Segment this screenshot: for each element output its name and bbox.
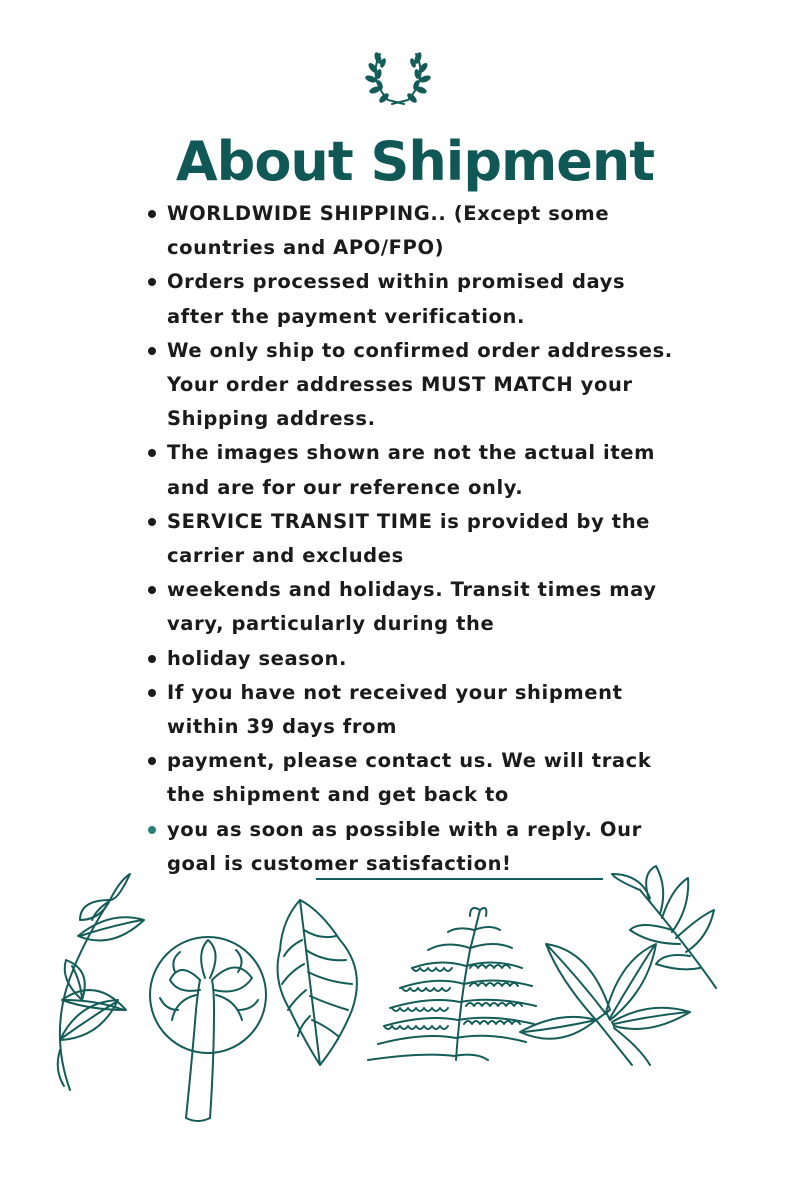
botanical-leaves-illustration: [0, 860, 800, 1140]
list-item-text: you as soon as possible with a reply. Our goal is customer satisfaction!: [167, 817, 642, 875]
list-item-text: SERVICE TRANSIT TIME is provided by the carrier and excludes: [167, 509, 651, 568]
bullet-icon: [148, 826, 156, 834]
list-item: [167, 334, 707, 437]
leafy-sprig-icon: [612, 866, 716, 988]
fern-icon: [368, 908, 536, 1060]
list-item: [167, 436, 707, 504]
palmate-leaf-icon: [520, 944, 690, 1065]
bullet-icon: [148, 278, 156, 286]
list-item-text: If you have not received your shipment within 39 days from: [167, 680, 623, 739]
oak-leaf-icon: [278, 900, 357, 1065]
round-tree-icon: [150, 937, 266, 1121]
list-item: [167, 676, 707, 744]
list-item-text: WORLDWIDE SHIPPING.. (Except some countries and APO/FPO): [167, 202, 610, 260]
shipment-info-list: [167, 197, 707, 881]
list-item-text: holiday season.: [167, 646, 347, 670]
bullet-icon: [148, 518, 156, 526]
list-item: [167, 573, 707, 641]
page-title: About Shipment: [175, 130, 655, 193]
list-item: [167, 265, 707, 333]
laurel-wreath-icon: [364, 50, 432, 108]
bullet-icon: [148, 210, 156, 218]
list-item-text: The images shown are not the actual item and are for our reference only.: [167, 441, 656, 499]
list-item: [167, 197, 707, 265]
bullet-icon: [148, 586, 156, 594]
list-item-text: Orders processed within promised days after the payment verification.: [167, 270, 626, 328]
left-branch-icon: [58, 874, 144, 1090]
bullet-icon: [148, 347, 156, 355]
list-item-text: payment, please contact us. We will track the shipment and get back to: [167, 749, 652, 807]
bullet-icon: [148, 449, 156, 457]
list-item-text: weekends and holidays. Transit times may vary, particularly during the: [167, 578, 657, 636]
bullet-icon: [148, 689, 156, 697]
list-item: [167, 642, 707, 676]
list-item: [167, 505, 707, 573]
bullet-icon: [148, 655, 156, 663]
list-item-text: We only ship to confirmed order addresses. Your order addresses MUST MATCH your Shipping address.: [167, 338, 673, 431]
list-item: [167, 744, 707, 812]
bullet-icon: [148, 757, 156, 765]
